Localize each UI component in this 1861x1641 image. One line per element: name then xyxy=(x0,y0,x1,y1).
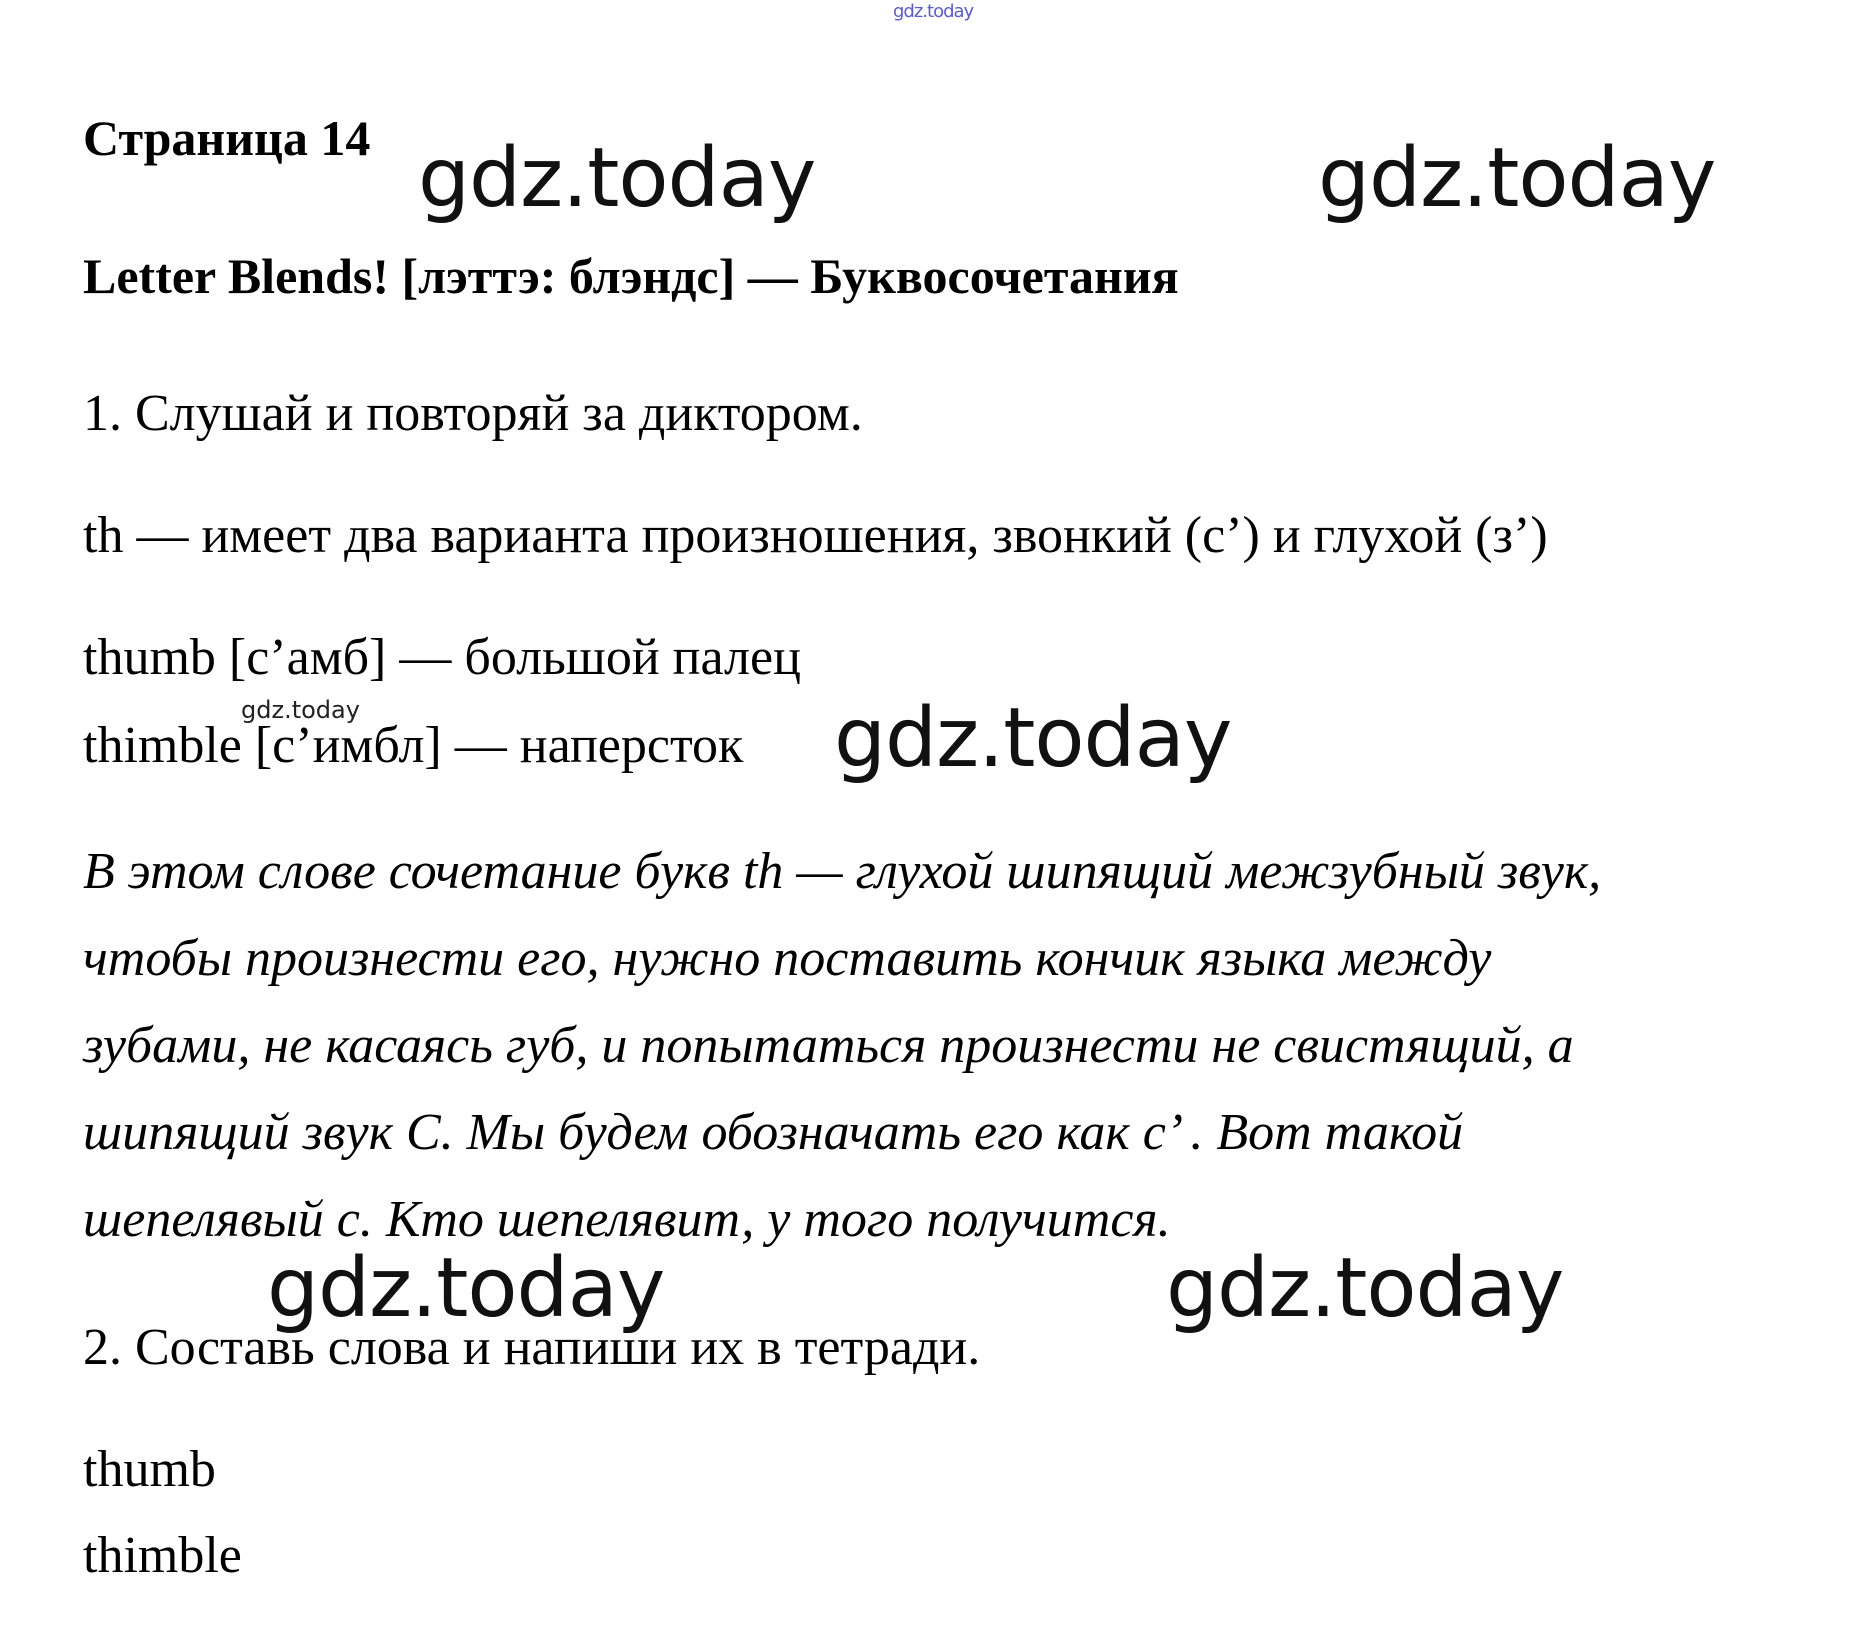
answer-thimble: thimble xyxy=(83,1527,242,1584)
watermark: gdz.today xyxy=(1318,131,1716,226)
watermark: gdz.today xyxy=(834,691,1232,786)
explanation-line: В этом слове сочетание букв th — глухой шипящий межзубный звук, xyxy=(83,843,1602,900)
word-thumb: thumb [с’амб] — большой палец xyxy=(83,629,801,686)
watermark: gdz.today xyxy=(1166,1241,1564,1336)
explanation-line: чтобы произнести его, нужно поставить кончик языка между xyxy=(83,930,1492,987)
answer-thumb: thumb xyxy=(83,1441,216,1498)
watermark-top: gdz.today xyxy=(893,1,974,22)
explanation-line: шепелявый с. Кто шепелявит, у того получится. xyxy=(83,1191,1171,1248)
section-title: Letter Blends! [лэттэ: блэндс] — Буквосочетания xyxy=(83,248,1179,304)
task-2: 2. Составь слова и напиши их в тетради. xyxy=(83,1319,981,1376)
explanation-line: шипящий звук С. Мы будем обозначать его как с’ . Вот такой xyxy=(83,1104,1464,1161)
watermark-small: gdz.today xyxy=(241,696,360,724)
page-heading: Страница 14 xyxy=(83,110,371,166)
word-thimble: thimble [с’имбл] — наперсток xyxy=(83,717,744,774)
watermark: gdz.today xyxy=(418,131,816,226)
watermark: gdz.today xyxy=(267,1241,665,1336)
th-note: th — имеет два варианта произношения, звонкий (с’) и глухой (з’) xyxy=(83,507,1548,564)
explanation-line: зубами, не касаясь губ, и попытаться произнести не свистящий, а xyxy=(83,1017,1574,1074)
task-1: 1. Слушай и повторяй за диктором. xyxy=(83,385,863,442)
